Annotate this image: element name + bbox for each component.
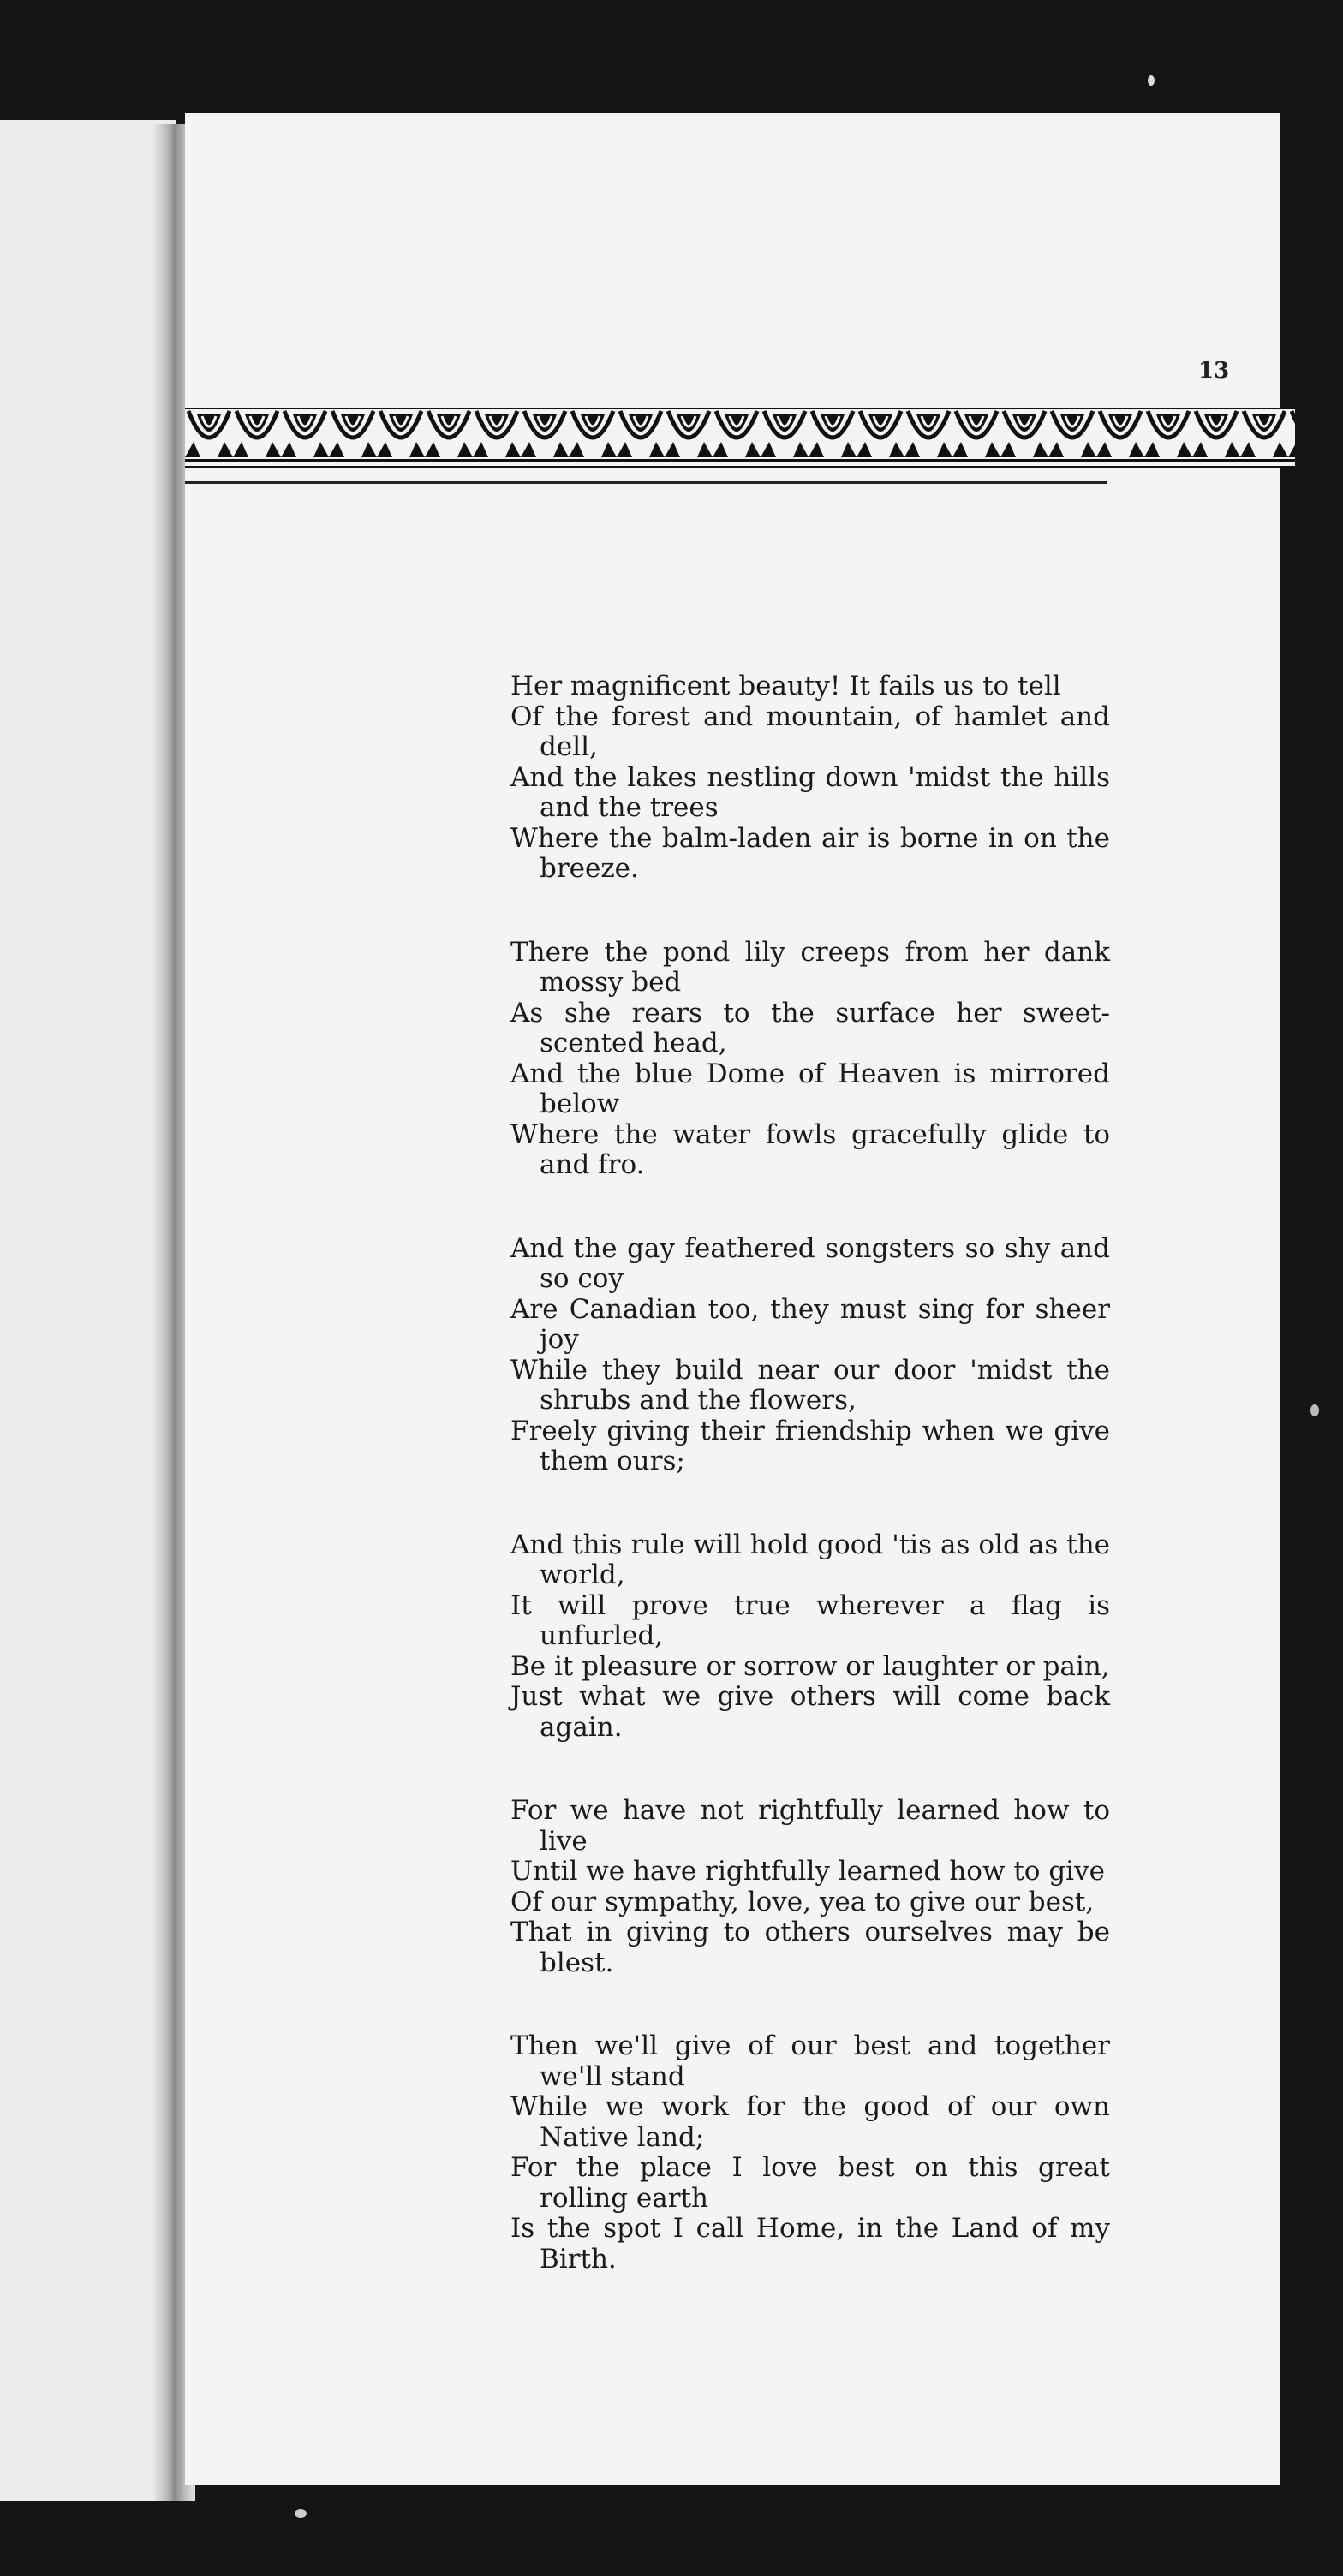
stanza-5 <box>510 1796 1110 1978</box>
poem-line: And the gay feathered songsters so shy and so coy <box>510 1232 1110 1294</box>
poem-line: And this rule will hold good 'tis as old as the world, <box>510 1529 1110 1590</box>
poem-line: And the lakes nestling down 'midst the hills and the trees <box>510 761 1110 823</box>
poem-line: Freely giving their friendship when we give them ours; <box>510 1415 1110 1476</box>
poem-line: Where the balm-laden air is borne in on the breeze. <box>510 822 1110 884</box>
poem-line: Of our sympathy, love, yea to give our best, <box>510 1886 1095 1917</box>
facing-page <box>0 120 176 2501</box>
poem-line: And the blue Dome of Heaven is mirrored below <box>510 1058 1110 1119</box>
poem-line: It will prove true wherever a flag is unfurled, <box>510 1589 1110 1651</box>
poem-line: Be it pleasure or sorrow or laughter or pain, <box>510 1650 1110 1682</box>
stanza-2 <box>510 938 1110 1181</box>
poem-line: Then we'll give of our best and together we'll stand <box>510 2030 1110 2092</box>
poem-line: Of the forest and mountain, of hamlet and dell, <box>510 701 1110 762</box>
stanza-1 <box>510 671 1110 885</box>
poem-line: While we work for the good of our own Native land; <box>510 2091 1110 2153</box>
poem-line: For we have not rightfully learned how to live <box>510 1795 1110 1857</box>
poem-line: Her magnificent beauty! It fails us to tell <box>510 671 1061 701</box>
poem-line: For the place I love best on this great rolling earth <box>510 2152 1110 2214</box>
scan-speck <box>295 2509 307 2518</box>
stanza-6 <box>510 2031 1110 2275</box>
stanza-3 <box>510 1234 1110 1477</box>
decorative-header-border <box>185 404 1295 471</box>
poem-line: Just what we give others will come back again. <box>510 1681 1110 1743</box>
poem-line: Is the spot I call Home, in the Land of my Birth. <box>510 2213 1110 2275</box>
poem-line: That in giving to others ourselves may be blest. <box>510 1917 1110 1978</box>
poem-line: There the pond lily creeps from her dank mossy bed <box>510 936 1110 998</box>
scan-speck <box>1310 1404 1319 1416</box>
poem-line: Until we have rightfully learned how to give <box>510 1856 1105 1887</box>
poem-line: As she rears to the surface her sweet-scented head, <box>510 997 1110 1058</box>
book-page <box>185 113 1280 2485</box>
poem-line: Are Canadian too, they must sing for sheer joy <box>510 1293 1110 1355</box>
poem-line: Where the water fowls gracefully glide to and fro. <box>510 1118 1110 1180</box>
stanza-4 <box>510 1530 1110 1744</box>
poem-line: While they build near our door 'midst the shrubs and the flowers, <box>510 1354 1110 1416</box>
scan-speck <box>1148 75 1155 86</box>
poem <box>510 671 1110 2275</box>
page-number: 13 <box>1198 358 1230 384</box>
header-rule <box>185 481 1107 484</box>
